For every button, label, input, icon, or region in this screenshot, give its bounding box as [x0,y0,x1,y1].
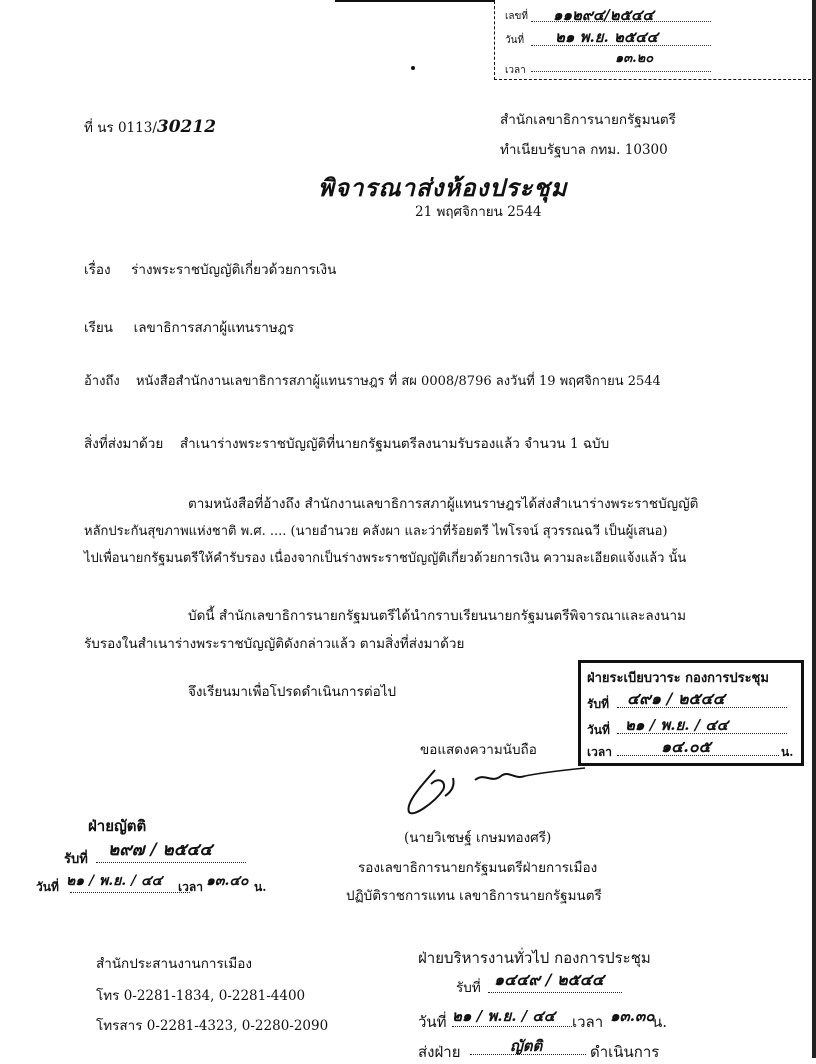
top-stamp-time-value: ๑๓.๒๐ [615,51,654,66]
admin-stamp-title: ฝ่ายบริหารงานทั่วไป กองการประชุม [418,949,651,967]
letter-date: 21 พฤศจิกายน 2544 [415,204,542,220]
admin-stamp-time-value: ๑๓.๓๐ [610,1007,655,1025]
motion-stamp-date-value: ๒๑ / พ.ย. / ๔๔ [66,873,163,889]
agenda-stamp-time-label: เวลา [587,745,612,759]
admin-stamp-time-label: เวลา [572,1013,604,1031]
admin-stamp-time-suffix: น. [652,1013,668,1031]
paragraph2-line1: บัดนี้ สำนักเลขาธิการนายกรัฐมนตรีได้นำกราบเรียนนายกรัฐมนตรีพิจารณาและลงนาม [188,608,686,624]
admin-stamp-send-label: ส่งฝ่าย [418,1043,461,1061]
admin-stamp-send-suffix: ดำเนินการ [590,1043,660,1061]
motion-stamp-receive-value: ๒๙๗ / ๒๕๔๔ [108,840,213,860]
agenda-division-stamp [578,660,804,766]
doc-number-prefix: ที่ นร 0113/ [84,120,157,136]
admin-stamp-send-value: ญัตติ [510,1037,543,1055]
paragraph2-line2: รับรองในสำเนาร่างพระราชบัญญัติดังกล่าวแล้ว ตามสิ่งที่ส่งมาด้วย [84,636,465,652]
motion-stamp-time-label: เวลา [178,880,203,894]
subject-text: ร่างพระราชบัญญัติเกี่ยวด้วยการเงิน [131,262,337,278]
to-text: เลขาธิการสภาผู้แทนราษฎร [133,320,295,336]
enclosure-text: สำเนาร่างพระราชบัญญัติที่นายกรัฐมนตรีลงนามรับรองแล้ว จำนวน 1 ฉบับ [179,436,610,452]
admin-stamp-receive-value: ๑๔๔๙ / ๒๕๔๔ [494,970,604,989]
top-stamp-date-value: ๒๑ พ.ย. ๒๕๔๔ [555,28,658,46]
sender-address: ทำเนียบรัฐบาล กทม. 10300 [500,142,668,158]
motion-stamp-title: ฝ่ายญัตติ [88,817,147,835]
regards: ขอแสดงความนับถือ [420,742,537,758]
reference-line [84,370,661,391]
enclosure-line [84,432,609,454]
paragraph1-line1: ตามหนังสือที่อ้างถึง สำนักงานเลขาธิการสภาผู้แทนราษฎรได้ส่งสำเนาร่างพระราชบัญญัติ [188,496,699,512]
agenda-stamp-time-suffix: น. [781,745,794,759]
paragraph1-line3: ไปเพื่อนายกรัฐมนตรีให้คำรับรอง เนื่องจากเป็นร่างพระราชบัญญัติเกี่ยวด้วยการเงิน ความละเอียดแจ้งแล้ว นั้น [84,551,687,566]
signer-name: (นายวิเชษฐ์ เกษมทองศรี) [404,830,552,846]
motion-stamp-receive-label: รับที่ [64,852,88,867]
admin-stamp-date-value: ๒๑ / พ.ย. / ๔๔ [452,1007,556,1025]
doc-number [84,116,216,138]
agenda-stamp-receive-label: รับที่ [587,697,609,711]
top-stamp-time-label: เวลา [505,65,526,76]
top-stamp-date-label: วันที่ [505,35,525,46]
agenda-stamp-time-value: ๑๔.๐๕ [661,737,711,756]
to-label: เรียน [84,320,114,336]
handwritten-note: พิจารณาส่งห้องประชุม [318,173,568,202]
subject-line [84,258,336,280]
top-stamp-no-label: เลขที่ [505,11,528,22]
agenda-stamp-title: ฝ่ายระเบียบวาระ กองการประชุม [587,671,769,686]
stray-dot [411,66,415,70]
contact-fax: โทรสาร 0-2281-4323, 0-2280-2090 [96,1018,329,1034]
contact-phone: โทร 0-2281-1834, 0-2281-4400 [96,988,306,1004]
doc-number-handwritten: 30212 [156,117,217,137]
motion-stamp-date-label: วันที่ [36,880,59,894]
top-border-line [335,0,495,2]
agenda-stamp-date-value: ๒๑ / พ.ย. / ๔๔ [625,716,729,734]
reference-label: อ้างถึง [84,374,120,389]
to-line [84,316,294,338]
agenda-stamp-receive-value: ๔๙๑ / ๒๕๔๔ [627,689,725,708]
reference-text: หนังสือสำนักงานเลขาธิการสภาผู้แทนราษฎร ที่ สผ 0008/8796 ลงวันที่ 19 พฤศจิกายน 2544 [135,374,661,389]
scan-edge [812,0,816,1058]
paragraph1-line2: หลักประกันสุขภาพแห่งชาติ พ.ศ. .... (นายอำนวย คลังผา และว่าที่ร้อยตรี ไพโรจน์ สุวรรณฉวี เป็นผู้เสนอ) [84,524,668,539]
signer-position1: รองเลขาธิการนายกรัฐมนตรีฝ่ายการเมือง [358,860,598,876]
signer-position2: ปฏิบัติราชการแทน เลขาธิการนายกรัฐมนตรี [346,888,602,904]
motion-stamp-time-value: ๑๓.๔๐ [206,873,249,889]
contact-office: สำนักประสานงานการเมือง [96,956,252,972]
subject-label: เรื่อง [84,262,111,278]
motion-stamp-time-suffix: น. [254,880,267,894]
top-received-stamp [494,0,816,80]
sender-office: สำนักเลขาธิการนายกรัฐมนตรี [500,112,676,128]
signature [395,762,595,822]
agenda-stamp-date-label: วันที่ [587,723,610,737]
enclosure-label: สิ่งที่ส่งมาด้วย [84,436,164,452]
top-stamp-no-value: ๑๑๒๙๔/๒๕๔๔ [553,6,654,24]
admin-stamp-date-label: วันที่ [418,1013,447,1031]
closing-request: จึงเรียนมาเพื่อโปรดดำเนินการต่อไป [188,684,397,700]
admin-stamp-receive-label: รับที่ [456,980,481,996]
